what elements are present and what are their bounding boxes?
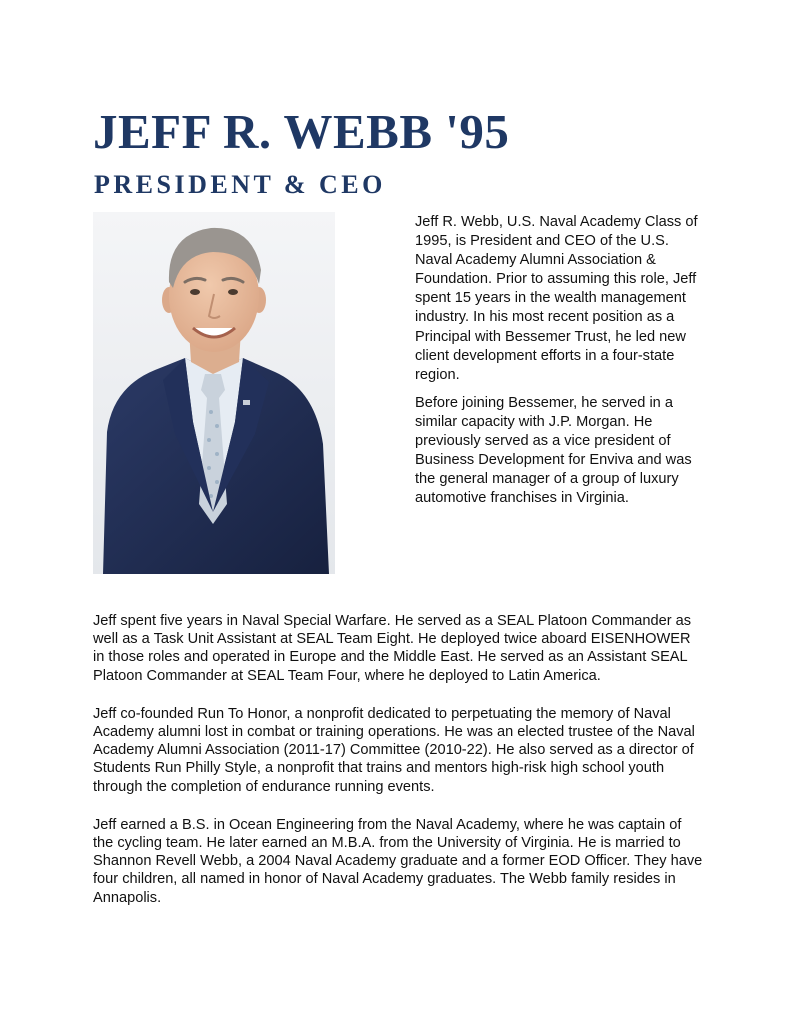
bio-paragraph: Before joining Bessemer, he served in a similar capacity with J.P. Morgan. He previously served as a vice president of Business Development for Enviva and was the general manager of a group of luxury automotive franchises in Virginia.	[415, 394, 692, 507]
bio-paragraph: Jeff co-founded Run To Honor, a nonprofit dedicated to perpetuating the memory of Naval Academy alumni lost in combat or training operations. He was an elected trustee of the Naval Academy Alumni Association (2011-17) Committee (2010-22). He also served as a director of Students Run Philly Style, a nonprofit that trains and mentors high-risk high school youth through the completion of endurance running events.	[93, 705, 695, 795]
portrait-illustration	[93, 212, 335, 574]
bio-main	[93, 612, 703, 927]
bio-paragraph: Jeff spent five years in Naval Special Warfare. He served as a SEAL Platoon Commander as well as a Task Unit Assistant at SEAL Team Eight. He deployed twice aboard EISENHOWER in those roles and operated in Europe and the Middle East. He served as an Assistant SEAL Platoon Commander at SEAL Team Four, where he deployed to Latin America.	[93, 613, 692, 684]
bio-paragraph: Jeff earned a B.S. in Ocean Engineering from the Naval Academy, where he was captain of the cycling team. He later earned an M.B.A. from the University of Virginia. He is married to Shannon Revell Webb, a 2004 Naval Academy graduate and a former EOD Officer. They have four children, all named in honor of Naval Academy graduates. The Webb family resides in Annapolis.	[93, 816, 703, 906]
bio-intro	[415, 213, 705, 517]
job-title: PRESIDENT & CEO	[94, 170, 386, 199]
bio-paragraph: Jeff R. Webb, U.S. Naval Academy Class of 1995, is President and CEO of the U.S. Naval Academy Alumni Association & Foundation. Prior to assuming this role, Jeff spent 15 years in the wealth management industry. In his most recent position as a Principal with Bessemer Trust, he led new client development efforts in a four-state region.	[415, 214, 698, 383]
page-title: JEFF R. WEBB '95	[93, 104, 510, 159]
portrait-photo	[93, 212, 335, 574]
